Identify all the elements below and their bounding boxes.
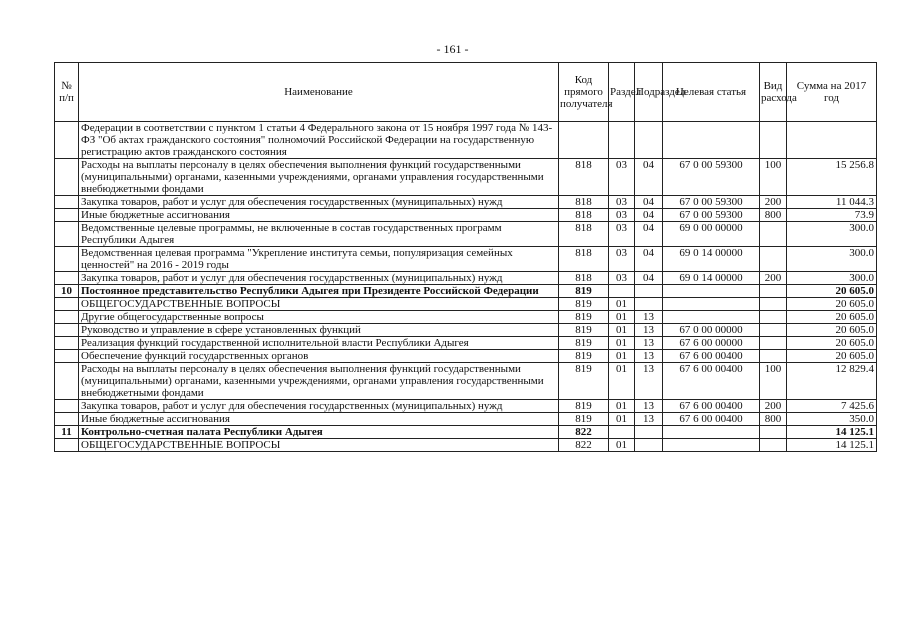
- table-row: [55, 400, 877, 413]
- row-subsection: 13: [635, 413, 663, 426]
- row-name: Закупка товаров, работ и услуг для обеспечения государственных (муниципальных) нужд: [79, 400, 559, 413]
- row-subsection: [635, 285, 663, 298]
- table-row: [55, 209, 877, 222]
- row-recipient-code: 819: [559, 337, 609, 350]
- row-section: 03: [609, 209, 635, 222]
- row-section: 01: [609, 337, 635, 350]
- row-section: [609, 122, 635, 159]
- row-number: [55, 439, 79, 452]
- table-row: [55, 324, 877, 337]
- row-expense-type: 800: [760, 209, 787, 222]
- row-expense-type: [760, 122, 787, 159]
- row-section: 01: [609, 298, 635, 311]
- row-recipient-code: 822: [559, 439, 609, 452]
- row-target-article: 67 6 00 00400: [663, 413, 760, 426]
- row-sum: 300.0: [787, 272, 877, 285]
- row-number: [55, 222, 79, 247]
- header-subsection: Подраздел: [635, 63, 663, 122]
- table-row: [55, 196, 877, 209]
- row-number: [55, 324, 79, 337]
- row-number: [55, 247, 79, 272]
- row-name: Ведомственная целевая программа "Укрепление института семьи, популяризация семейных ценностей" на 2016 - 2019 годы: [79, 247, 559, 272]
- table-row: [55, 439, 877, 452]
- row-recipient-code: 819: [559, 285, 609, 298]
- row-number: 11: [55, 426, 79, 439]
- row-sum: [787, 122, 877, 159]
- row-subsection: 04: [635, 247, 663, 272]
- row-name: Закупка товаров, работ и услуг для обеспечения государственных (муниципальных) нужд: [79, 272, 559, 285]
- row-sum: 11 044.3: [787, 196, 877, 209]
- row-name: Расходы на выплаты персоналу в целях обеспечения выполнения функций государственными (муниципальными) органами, казенными учреждениями, органами управления государственными внебюджетными фондами: [79, 159, 559, 196]
- row-recipient-code: 818: [559, 272, 609, 285]
- row-name: Ведомственные целевые программы, не включенные в состав государственных программ Республики Адыгея: [79, 222, 559, 247]
- row-section: 01: [609, 324, 635, 337]
- row-number: 10: [55, 285, 79, 298]
- row-number: [55, 363, 79, 400]
- row-number: [55, 196, 79, 209]
- row-target-article: 67 6 00 00400: [663, 400, 760, 413]
- row-target-article: [663, 311, 760, 324]
- table-row: [55, 247, 877, 272]
- row-expense-type: [760, 311, 787, 324]
- row-number: [55, 159, 79, 196]
- row-subsection: [635, 439, 663, 452]
- row-expense-type: [760, 285, 787, 298]
- row-section: 01: [609, 311, 635, 324]
- row-sum: 20 605.0: [787, 285, 877, 298]
- page-number: - 161 -: [436, 42, 469, 56]
- table-row: [55, 222, 877, 247]
- row-sum: 350.0: [787, 413, 877, 426]
- row-recipient-code: 819: [559, 363, 609, 400]
- row-number: [55, 298, 79, 311]
- table-row: [55, 337, 877, 350]
- table-row: [55, 311, 877, 324]
- row-subsection: 13: [635, 337, 663, 350]
- row-name: ОБЩЕГОСУДАРСТВЕННЫЕ ВОПРОСЫ: [79, 298, 559, 311]
- row-subsection: 04: [635, 159, 663, 196]
- row-recipient-code: 818: [559, 159, 609, 196]
- row-target-article: 69 0 14 00000: [663, 272, 760, 285]
- row-name: Реализация функций государственной исполнительной власти Республики Адыгея: [79, 337, 559, 350]
- row-expense-type: 200: [760, 272, 787, 285]
- row-name: Закупка товаров, работ и услуг для обеспечения государственных (муниципальных) нужд: [79, 196, 559, 209]
- row-section: 03: [609, 159, 635, 196]
- row-target-article: [663, 122, 760, 159]
- row-recipient-code: 818: [559, 222, 609, 247]
- header-num: № п/п: [55, 63, 79, 122]
- row-target-article: 67 0 00 59300: [663, 196, 760, 209]
- row-name: Федерации в соответствии с пунктом 1 статьи 4 Федерального закона от 15 ноября 1997 года № 143-ФЗ "Об актах гражданского состояния" полномочий Российской Федерации на государственную регистрацию актов гражданского состояния: [79, 122, 559, 159]
- row-recipient-code: 822: [559, 426, 609, 439]
- row-expense-type: [760, 350, 787, 363]
- row-section: 01: [609, 400, 635, 413]
- row-sum: 14 125.1: [787, 439, 877, 452]
- row-section: 03: [609, 247, 635, 272]
- row-subsection: 13: [635, 324, 663, 337]
- row-name: Обеспечение функций государственных органов: [79, 350, 559, 363]
- row-sum: 20 605.0: [787, 311, 877, 324]
- row-section: 03: [609, 272, 635, 285]
- row-subsection: 13: [635, 363, 663, 400]
- row-target-article: 67 0 00 00000: [663, 324, 760, 337]
- row-name: Иные бюджетные ассигнования: [79, 413, 559, 426]
- row-sum: 20 605.0: [787, 350, 877, 363]
- row-recipient-code: 819: [559, 324, 609, 337]
- row-target-article: [663, 285, 760, 298]
- row-number: [55, 209, 79, 222]
- row-number: [55, 350, 79, 363]
- row-subsection: 04: [635, 196, 663, 209]
- row-recipient-code: 818: [559, 247, 609, 272]
- row-target-article: [663, 426, 760, 439]
- row-subsection: 13: [635, 400, 663, 413]
- row-recipient-code: 819: [559, 298, 609, 311]
- row-number: [55, 272, 79, 285]
- row-name: Контрольно-счетная палата Республики Адыгея: [79, 426, 559, 439]
- table-row: [55, 413, 877, 426]
- header-type: Вид расхода: [760, 63, 787, 122]
- row-target-article: [663, 298, 760, 311]
- row-expense-type: [760, 439, 787, 452]
- row-sum: 300.0: [787, 222, 877, 247]
- row-subsection: [635, 426, 663, 439]
- row-subsection: [635, 122, 663, 159]
- row-sum: 15 256.8: [787, 159, 877, 196]
- row-expense-type: 100: [760, 159, 787, 196]
- row-subsection: 04: [635, 222, 663, 247]
- row-name: Другие общегосударственные вопросы: [79, 311, 559, 324]
- row-sum: 73.9: [787, 209, 877, 222]
- table-row: [55, 122, 877, 159]
- table-row: [55, 363, 877, 400]
- row-recipient-code: 818: [559, 196, 609, 209]
- row-target-article: 67 6 00 00400: [663, 350, 760, 363]
- row-recipient-code: 819: [559, 350, 609, 363]
- row-target-article: 67 0 00 59300: [663, 209, 760, 222]
- header-row: [55, 63, 877, 122]
- row-subsection: 04: [635, 272, 663, 285]
- header-code: Код прямого получателя: [559, 63, 609, 122]
- row-section: 01: [609, 350, 635, 363]
- row-sum: 14 125.1: [787, 426, 877, 439]
- header-section: Раздел: [609, 63, 635, 122]
- row-expense-type: 800: [760, 413, 787, 426]
- row-sum: 20 605.0: [787, 324, 877, 337]
- row-name: Иные бюджетные ассигнования: [79, 209, 559, 222]
- row-name: Руководство и управление в сфере установленных функций: [79, 324, 559, 337]
- row-target-article: 69 0 00 00000: [663, 222, 760, 247]
- budget-table: [54, 62, 877, 452]
- row-name: Расходы на выплаты персоналу в целях обеспечения выполнения функций государственными (муниципальными) органами, казенными учреждениями, органами управления государственными внебюджетными фондами: [79, 363, 559, 400]
- row-number: [55, 400, 79, 413]
- row-expense-type: 100: [760, 363, 787, 400]
- header-target: Целевая статья: [663, 63, 760, 122]
- row-sum: 20 605.0: [787, 298, 877, 311]
- row-expense-type: 200: [760, 400, 787, 413]
- row-section: 01: [609, 363, 635, 400]
- row-name: Постоянное представительство Республики Адыгея при Президенте Российской Федерации: [79, 285, 559, 298]
- row-number: [55, 311, 79, 324]
- row-recipient-code: 819: [559, 400, 609, 413]
- row-target-article: 67 6 00 00000: [663, 337, 760, 350]
- row-section: [609, 285, 635, 298]
- table-row: [55, 350, 877, 363]
- row-recipient-code: [559, 122, 609, 159]
- header-sum: Сумма на 2017 год: [787, 63, 877, 122]
- row-sum: 12 829.4: [787, 363, 877, 400]
- row-number: [55, 122, 79, 159]
- row-section: 01: [609, 413, 635, 426]
- row-expense-type: [760, 247, 787, 272]
- row-sum: 300.0: [787, 247, 877, 272]
- row-expense-type: [760, 298, 787, 311]
- table-row: [55, 426, 877, 439]
- row-recipient-code: 819: [559, 311, 609, 324]
- row-subsection: 13: [635, 311, 663, 324]
- row-sum: 7 425.6: [787, 400, 877, 413]
- row-expense-type: [760, 222, 787, 247]
- table-row: [55, 285, 877, 298]
- row-expense-type: [760, 324, 787, 337]
- row-expense-type: 200: [760, 196, 787, 209]
- row-target-article: 67 6 00 00400: [663, 363, 760, 400]
- row-section: 03: [609, 196, 635, 209]
- row-expense-type: [760, 337, 787, 350]
- row-recipient-code: 818: [559, 209, 609, 222]
- row-section: 03: [609, 222, 635, 247]
- table-row: [55, 298, 877, 311]
- row-target-article: 67 0 00 59300: [663, 159, 760, 196]
- row-subsection: 04: [635, 209, 663, 222]
- table-row: [55, 159, 877, 196]
- row-section: 01: [609, 439, 635, 452]
- row-target-article: 69 0 14 00000: [663, 247, 760, 272]
- row-subsection: 13: [635, 350, 663, 363]
- header-name: Наименование: [79, 63, 559, 122]
- row-sum: 20 605.0: [787, 337, 877, 350]
- row-section: [609, 426, 635, 439]
- row-recipient-code: 819: [559, 413, 609, 426]
- row-expense-type: [760, 426, 787, 439]
- row-number: [55, 413, 79, 426]
- row-subsection: [635, 298, 663, 311]
- row-number: [55, 337, 79, 350]
- row-target-article: [663, 439, 760, 452]
- table-row: [55, 272, 877, 285]
- row-name: ОБЩЕГОСУДАРСТВЕННЫЕ ВОПРОСЫ: [79, 439, 559, 452]
